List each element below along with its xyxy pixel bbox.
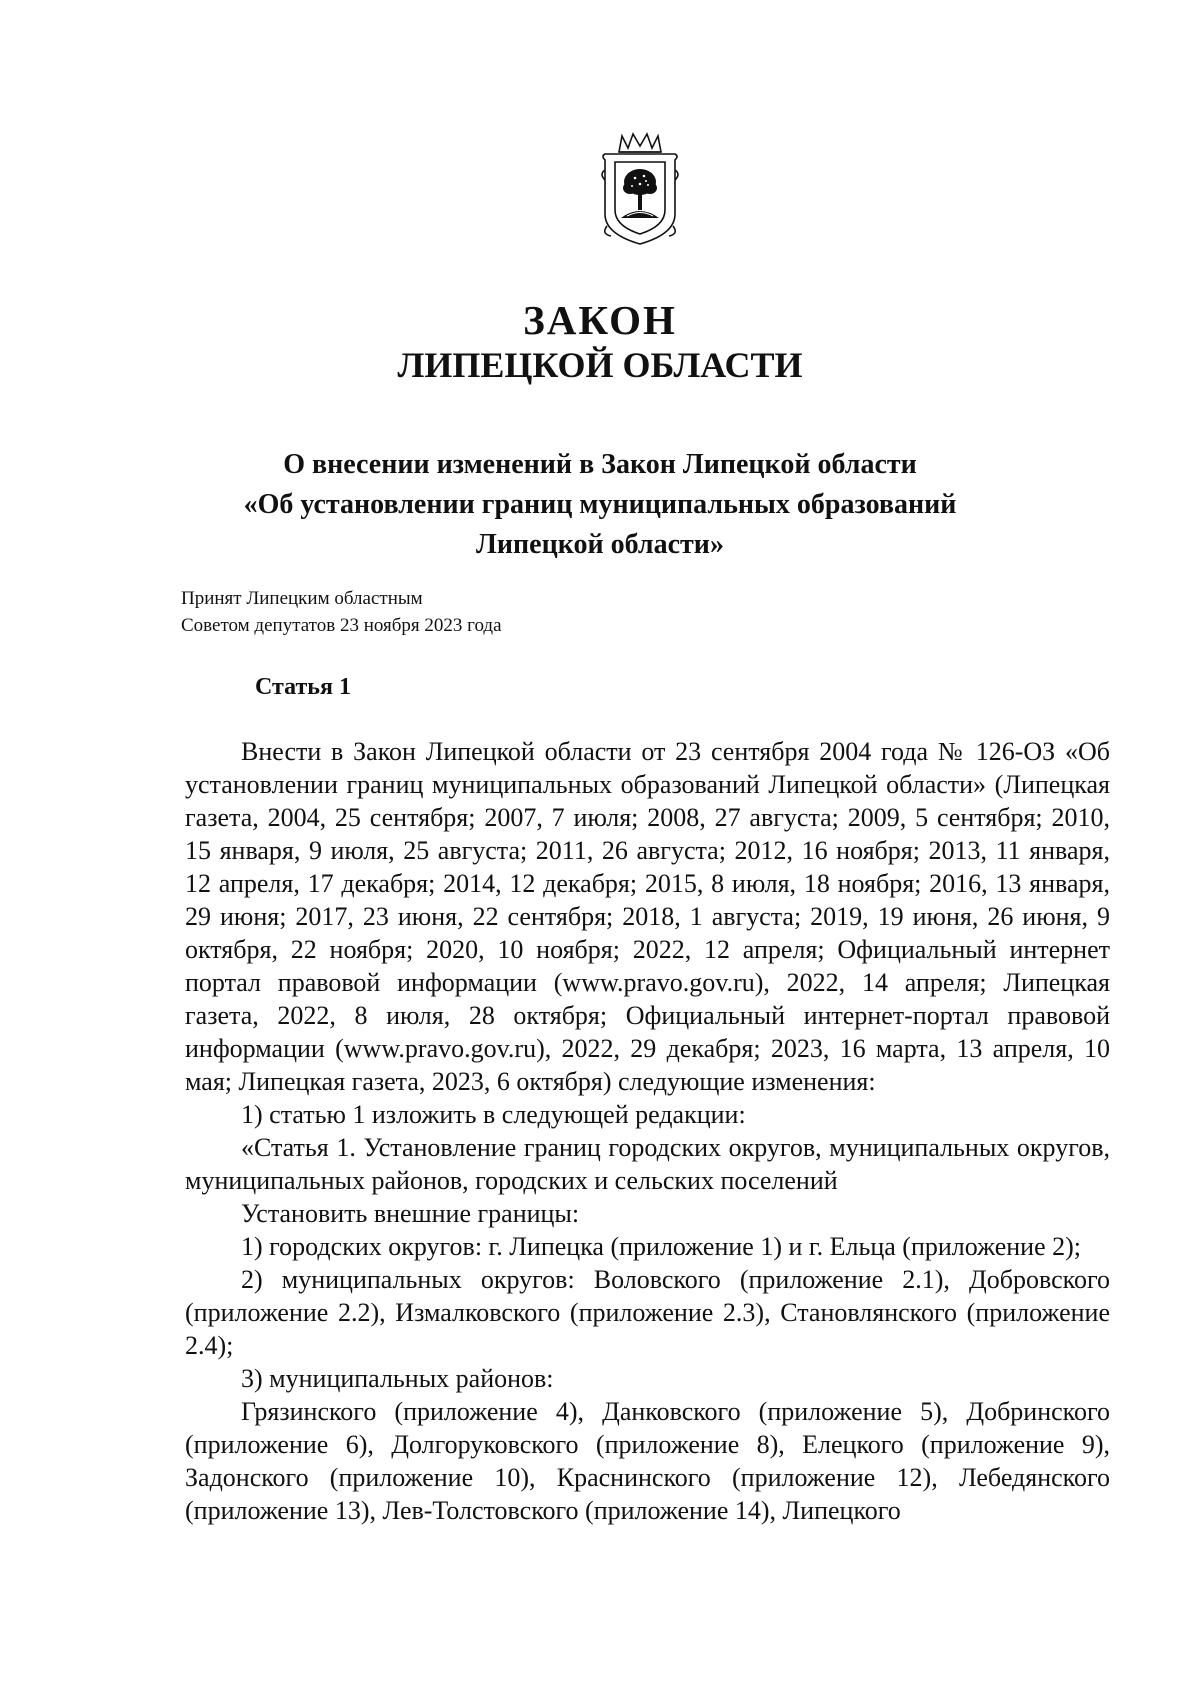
law-title-line: Липецкой области» [476, 529, 724, 560]
law-title-line: О внесении изменений в Закон Липецкой области [283, 449, 917, 480]
article-body [185, 735, 1110, 1527]
article-heading: Статья 1 [255, 674, 351, 700]
amendment-item: 1) статью 1 изложить в следующей редакции: [241, 1100, 746, 1129]
intro-paragraph: Внести в Закон Липецкой области от 23 сентября 2004 года № 126-ОЗ «Об установлении границ муниципальных образований Липецкой области» (Липецкая газета, 2004, 25 сентября; 2007, 7 июля; 2008, 27 августа; 2009, 5 сентября; 2010, 15 января, 9 июля, 25 августа; 2011, 26 августа; 2012, 16 ноября; 2013, 11 января, 12 апреля, 17 декабря; 2014, 12 декабря; 2015, 8 июля, 18 ноября; 2016, 13 января, 29 июня; 2017, 23 июня, 22 сентября; 2018, 1 августа; 2019, 19 июня, 26 июня, 9 октября, 22 ноября; 2020, 10 ноября; 2022, 12 апреля; Официальный интернет портал правовой информации (www.pravo.gov.ru), 2022, 14 апреля; Липецкая газета, 2022, 8 июля, 28 октября; Официальный интернет-портал правовой информации (www.pravo.gov.ru), 2022, 29 декабря; 2023, 16 марта, 13 апреля, 10 мая; Липецкая газета, 2023, 6 октября) следующие изменения: [185, 737, 1110, 1096]
adoption-note-line: Советом депутатов 23 ноября 2023 года [181, 615, 502, 636]
subitem-urban-districts: 1) городских округов: г. Липецка (приложение 1) и г. Ельца (приложение 2); [241, 1232, 1082, 1261]
coat-of-arms-icon [597, 130, 683, 250]
new-article-title: «Статья 1. Установление границ городских округов, муниципальных округов, муниципальных районов, городских и сельских поселений [185, 1133, 1110, 1195]
law-title-line: «Об установлении границ муниципальных образований [243, 489, 957, 520]
districts-list: Грязинского (приложение 4), Данковского (приложение 5), Добринского (приложение 6), Долгоруковского (приложение 8), Елецкого (приложение 9), Задонского (приложение 10), Краснинского (приложение 12), Лебедянского (приложение 13), Лев-Толстовского (приложение 14), Липецкого [185, 1397, 1110, 1525]
region-heading: ЛИПЕЦКОЙ ОБЛАСТИ [397, 345, 803, 385]
law-heading: ЗАКОН [523, 297, 677, 343]
adoption-note-line: Принят Липецким областным [181, 588, 423, 609]
subitem-municipal-okrugs: 2) муниципальных округов: Воловского (приложение 2.1), Добровского (приложение 2.2), Измалковского (приложение 2.3), Становлянского (приложение 2.4); [185, 1265, 1110, 1360]
subitem-municipal-districts: 3) муниципальных районов: [241, 1364, 554, 1393]
establish-paragraph: Установить внешние границы: [241, 1199, 580, 1228]
adoption-note [181, 585, 502, 639]
law-title [150, 445, 1050, 565]
